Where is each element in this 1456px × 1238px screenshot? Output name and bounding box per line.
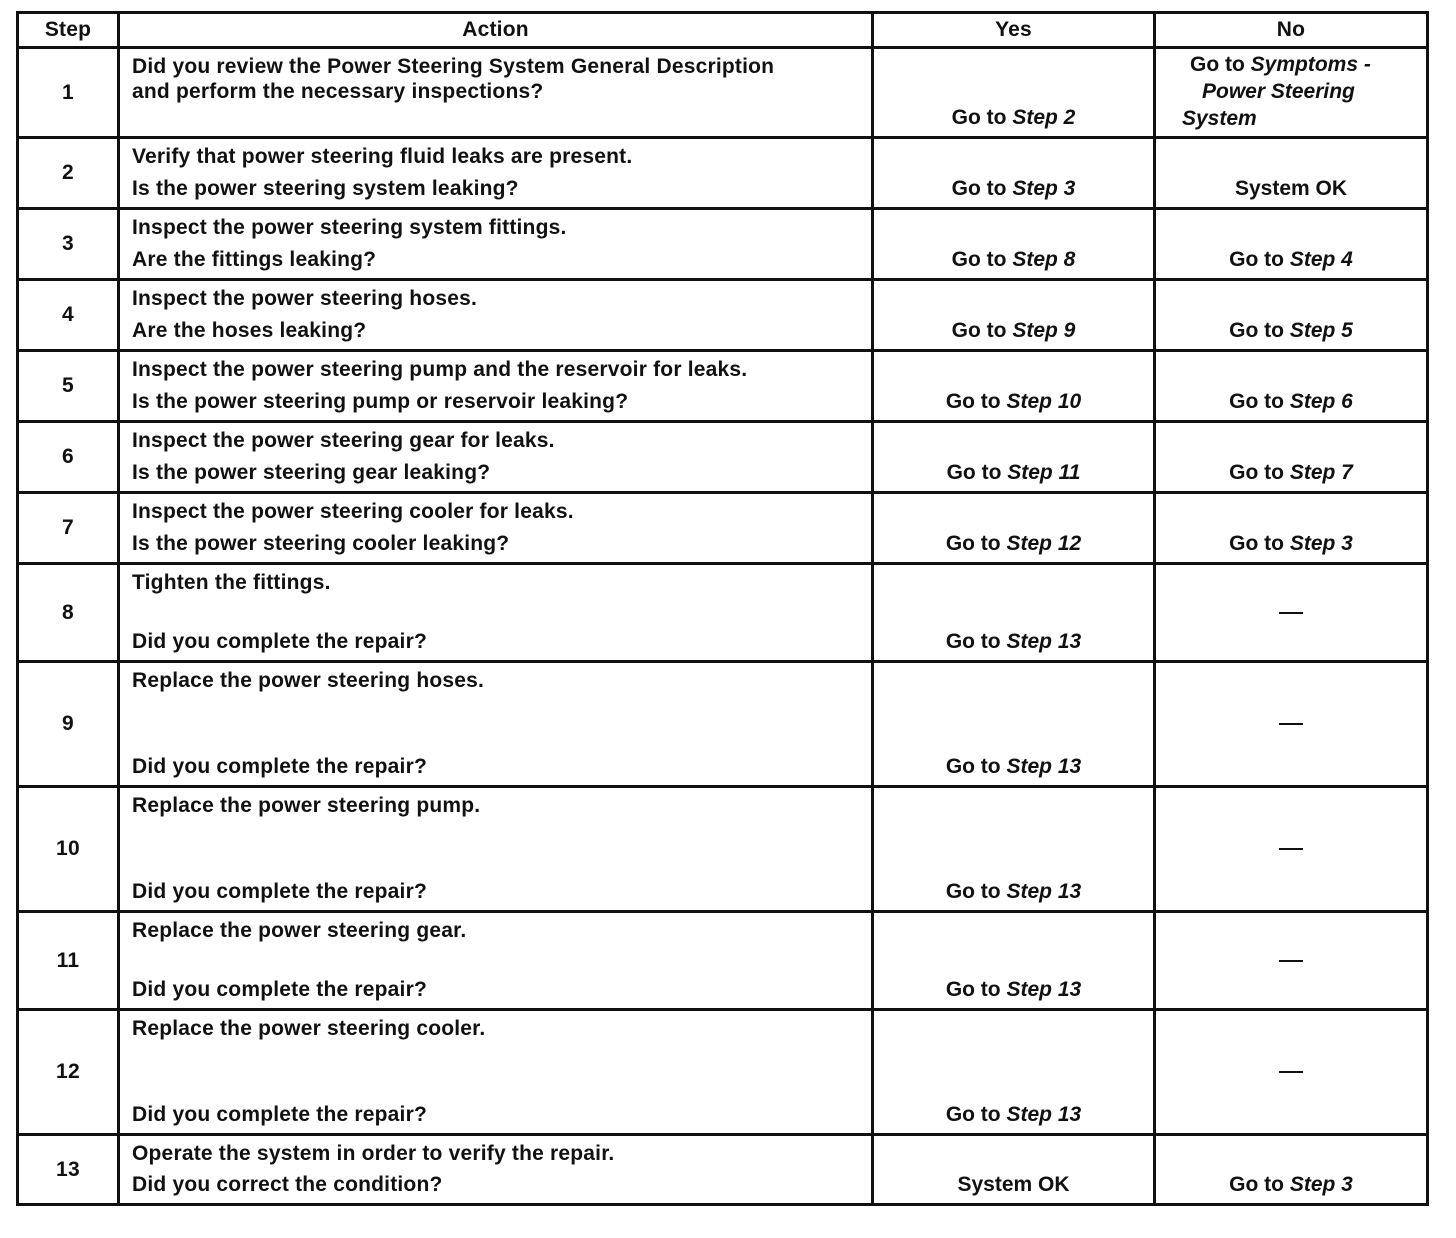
goto-link[interactable]: Step 8	[1012, 248, 1076, 271]
action-instruction: Verify that power steering fluid leaks are present.	[132, 145, 633, 168]
yes-result	[873, 912, 1155, 1010]
no-content	[1156, 423, 1426, 491]
action-question: Are the fittings leaking?	[132, 248, 377, 271]
goto-line	[946, 1103, 1081, 1127]
header-yes: Yes	[873, 13, 1155, 48]
goto-line	[952, 248, 1076, 272]
table-row	[18, 493, 1428, 564]
action-question: Is the power steering system leaking?	[132, 177, 519, 200]
table-row	[18, 209, 1428, 280]
yes-result	[873, 422, 1155, 493]
goto-line	[1229, 319, 1353, 343]
step-number: 10	[18, 787, 119, 912]
goto-link[interactable]: Step 5	[1289, 319, 1353, 342]
yes-result	[873, 209, 1155, 280]
goto-line	[946, 390, 1081, 414]
action-cell	[119, 422, 873, 493]
step-number: 13	[18, 1135, 119, 1205]
not-applicable-dash	[1279, 848, 1303, 850]
goto-link[interactable]: Power Steering	[1202, 80, 1355, 103]
no-content	[1156, 210, 1426, 278]
action-text	[120, 494, 871, 562]
yes-content	[874, 913, 1153, 1008]
goto-line	[1229, 248, 1353, 272]
yes-content	[874, 788, 1153, 910]
header-row	[18, 13, 1428, 48]
goto-line	[952, 106, 1076, 130]
yes-content	[874, 210, 1153, 278]
goto-prefix: Go to	[945, 390, 1001, 413]
step-number: 11	[18, 912, 119, 1010]
header-no: No	[1155, 13, 1428, 48]
action-instruction: Replace the power steering hoses.	[132, 669, 485, 692]
step-number: 12	[18, 1010, 119, 1135]
action-text	[120, 565, 871, 660]
result-text: System OK	[957, 1173, 1070, 1196]
no-result	[1155, 912, 1428, 1010]
table-row	[18, 1010, 1428, 1135]
yes-result	[873, 1010, 1155, 1135]
diagnostic-table	[16, 11, 1429, 1206]
goto-line	[1182, 51, 1416, 78]
action-cell	[119, 912, 873, 1010]
goto-line	[946, 978, 1081, 1002]
step-number: 8	[18, 564, 119, 662]
no-result	[1155, 787, 1428, 912]
not-applicable-dash	[1279, 1071, 1303, 1073]
goto-prefix: Go to	[951, 106, 1007, 129]
goto-prefix: Go to	[1229, 390, 1284, 413]
no-content	[1156, 281, 1426, 349]
header-action: Action	[119, 13, 873, 48]
no-content	[1156, 494, 1426, 562]
goto-link[interactable]: Step 7	[1289, 461, 1353, 484]
table-row	[18, 787, 1428, 912]
table-row	[18, 1135, 1428, 1205]
action-text	[120, 1136, 871, 1203]
no-content	[1156, 913, 1426, 1008]
goto-line	[946, 630, 1081, 654]
yes-result	[873, 351, 1155, 422]
no-result	[1155, 1135, 1428, 1205]
action-question: Is the power steering gear leaking?	[132, 461, 491, 484]
action-question: Did you correct the condition?	[132, 1173, 443, 1196]
goto-prefix: Go to	[1190, 53, 1245, 76]
action-text	[120, 139, 871, 207]
action-cell	[119, 493, 873, 564]
step-number: 7	[18, 493, 119, 564]
table-row	[18, 48, 1428, 138]
table-row	[18, 280, 1428, 351]
goto-line	[1229, 1173, 1353, 1197]
action-text	[120, 49, 871, 136]
step-number: 3	[18, 209, 119, 280]
no-content	[1156, 565, 1426, 660]
goto-prefix: Go to	[1229, 461, 1284, 484]
no-content	[1156, 663, 1426, 785]
goto-line	[952, 177, 1076, 201]
goto-prefix: Go to	[946, 461, 1002, 484]
yes-result	[873, 138, 1155, 209]
yes-content	[874, 423, 1153, 491]
goto-line	[947, 461, 1081, 485]
no-result	[1155, 662, 1428, 787]
no-content	[1156, 352, 1426, 420]
goto-link[interactable]: Step 11	[1007, 461, 1081, 484]
goto-prefix: Go to	[1229, 1173, 1284, 1196]
goto-link[interactable]: Step 4	[1289, 248, 1353, 271]
goto-prefix: Go to	[951, 248, 1007, 271]
no-result	[1155, 564, 1428, 662]
yes-content	[874, 1011, 1153, 1133]
goto-line	[1229, 532, 1353, 556]
step-number: 6	[18, 422, 119, 493]
goto-line	[946, 755, 1081, 779]
action-cell	[119, 209, 873, 280]
table-row	[18, 662, 1428, 787]
yes-content	[874, 663, 1153, 785]
yes-content	[874, 139, 1153, 207]
no-content	[1156, 1011, 1426, 1133]
goto-link[interactable]: System	[1182, 107, 1257, 130]
yes-result	[873, 662, 1155, 787]
table-row	[18, 912, 1428, 1010]
action-question: Did you complete the repair?	[132, 880, 427, 903]
no-content	[1156, 1136, 1426, 1203]
action-question: Did you complete the repair?	[132, 978, 427, 1001]
action-cell	[119, 1135, 873, 1205]
not-applicable-dash	[1279, 960, 1303, 962]
goto-prefix: Go to	[945, 755, 1001, 778]
action-first-block	[132, 54, 859, 104]
goto-link[interactable]: Step 13	[1006, 1103, 1082, 1126]
action-cell	[119, 351, 873, 422]
no-result	[1155, 48, 1428, 138]
no-content	[1156, 139, 1426, 207]
no-result	[1155, 138, 1428, 209]
no-result	[1155, 209, 1428, 280]
goto-link[interactable]: Step 3	[1012, 177, 1076, 200]
action-question: Are the hoses leaking?	[132, 319, 367, 342]
action-instruction: Inspect the power steering gear for leaks.	[132, 429, 555, 452]
step-number: 4	[18, 280, 119, 351]
goto-line	[1229, 390, 1353, 414]
goto-line	[946, 880, 1081, 904]
goto-link[interactable]: Step 13	[1006, 755, 1082, 778]
no-content	[1156, 788, 1426, 910]
yes-content	[874, 281, 1153, 349]
goto-prefix: Go to	[945, 880, 1001, 903]
action-question: Did you complete the repair?	[132, 1103, 427, 1126]
action-text	[120, 352, 871, 420]
goto-prefix: Go to	[1229, 532, 1284, 555]
goto-line	[1229, 461, 1353, 485]
action-question: Did you complete the repair?	[132, 755, 427, 778]
action-cell	[119, 1010, 873, 1135]
action-text	[120, 663, 871, 785]
header-step: Step	[18, 13, 119, 48]
action-instruction: Operate the system in order to verify the repair.	[132, 1142, 615, 1165]
action-line: Did you review the Power Steering System General Description	[132, 55, 775, 78]
goto-prefix: Go to	[945, 978, 1001, 1001]
step-number: 1	[18, 48, 119, 138]
yes-content	[874, 49, 1153, 136]
action-question: Is the power steering pump or reservoir leaking?	[132, 390, 629, 413]
not-applicable-dash	[1279, 723, 1303, 725]
action-instruction: Inspect the power steering hoses.	[132, 287, 478, 310]
table-row	[18, 351, 1428, 422]
yes-content	[874, 352, 1153, 420]
action-text	[120, 210, 871, 278]
table-row	[18, 564, 1428, 662]
action-instruction: Replace the power steering pump.	[132, 794, 481, 817]
action-text	[120, 1011, 871, 1133]
action-cell	[119, 280, 873, 351]
goto-link[interactable]: Step 13	[1006, 630, 1082, 653]
goto-prefix: Go to	[945, 630, 1001, 653]
action-instruction: Inspect the power steering system fittings.	[132, 216, 567, 239]
step-number: 9	[18, 662, 119, 787]
result-text: System OK	[1234, 177, 1348, 200]
action-instruction: Replace the power steering cooler.	[132, 1017, 486, 1040]
action-instruction: Inspect the power steering cooler for leaks.	[132, 500, 574, 523]
action-text	[120, 281, 871, 349]
goto-prefix: Go to	[945, 1103, 1001, 1126]
yes-result	[873, 280, 1155, 351]
yes-content	[874, 565, 1153, 660]
yes-content	[874, 494, 1153, 562]
goto-link[interactable]: Step 3	[1289, 532, 1353, 555]
goto-link[interactable]: Step 2	[1012, 106, 1076, 129]
no-result	[1155, 493, 1428, 564]
goto-link[interactable]: Step 6	[1289, 390, 1353, 413]
step-number: 2	[18, 138, 119, 209]
goto-prefix: Go to	[1229, 319, 1284, 342]
action-line: and perform the necessary inspections?	[132, 80, 544, 103]
action-cell	[119, 787, 873, 912]
goto-prefix: Go to	[1229, 248, 1284, 271]
no-result	[1155, 351, 1428, 422]
action-instruction: Tighten the fittings.	[132, 571, 331, 594]
goto-link[interactable]: Step 13	[1006, 978, 1082, 1001]
table-body	[18, 48, 1428, 1205]
goto-prefix: Go to	[945, 532, 1001, 555]
action-text	[120, 913, 871, 1008]
action-instruction: Inspect the power steering pump and the reservoir for leaks.	[132, 358, 748, 381]
action-cell	[119, 564, 873, 662]
action-text	[120, 788, 871, 910]
step-number: 5	[18, 351, 119, 422]
goto-link[interactable]: Step 10	[1006, 390, 1082, 413]
no-result	[1155, 422, 1428, 493]
yes-content	[874, 1136, 1153, 1203]
yes-result	[873, 1135, 1155, 1205]
action-text	[120, 423, 871, 491]
goto-link[interactable]: Step 13	[1006, 880, 1082, 903]
action-cell	[119, 662, 873, 787]
no-content	[1156, 49, 1426, 136]
goto-link[interactable]: Step 12	[1006, 532, 1082, 555]
yes-result	[873, 564, 1155, 662]
action-cell	[119, 48, 873, 138]
action-instruction: Replace the power steering gear.	[132, 919, 467, 942]
yes-result	[873, 787, 1155, 912]
goto-line	[946, 532, 1081, 556]
action-question: Is the power steering cooler leaking?	[132, 532, 510, 555]
no-result	[1155, 280, 1428, 351]
table-row	[18, 138, 1428, 209]
table-row	[18, 422, 1428, 493]
yes-result	[873, 48, 1155, 138]
goto-link[interactable]: Step 3	[1289, 1173, 1353, 1196]
goto-prefix: Go to	[951, 319, 1007, 342]
goto-prefix: Go to	[951, 177, 1007, 200]
action-cell	[119, 138, 873, 209]
goto-link[interactable]: Step 9	[1012, 319, 1076, 342]
goto-line	[952, 319, 1076, 343]
yes-result	[873, 493, 1155, 564]
not-applicable-dash	[1279, 612, 1303, 614]
action-question: Did you complete the repair?	[132, 630, 427, 653]
goto-link[interactable]: Symptoms -	[1250, 53, 1371, 76]
no-result	[1155, 1010, 1428, 1135]
